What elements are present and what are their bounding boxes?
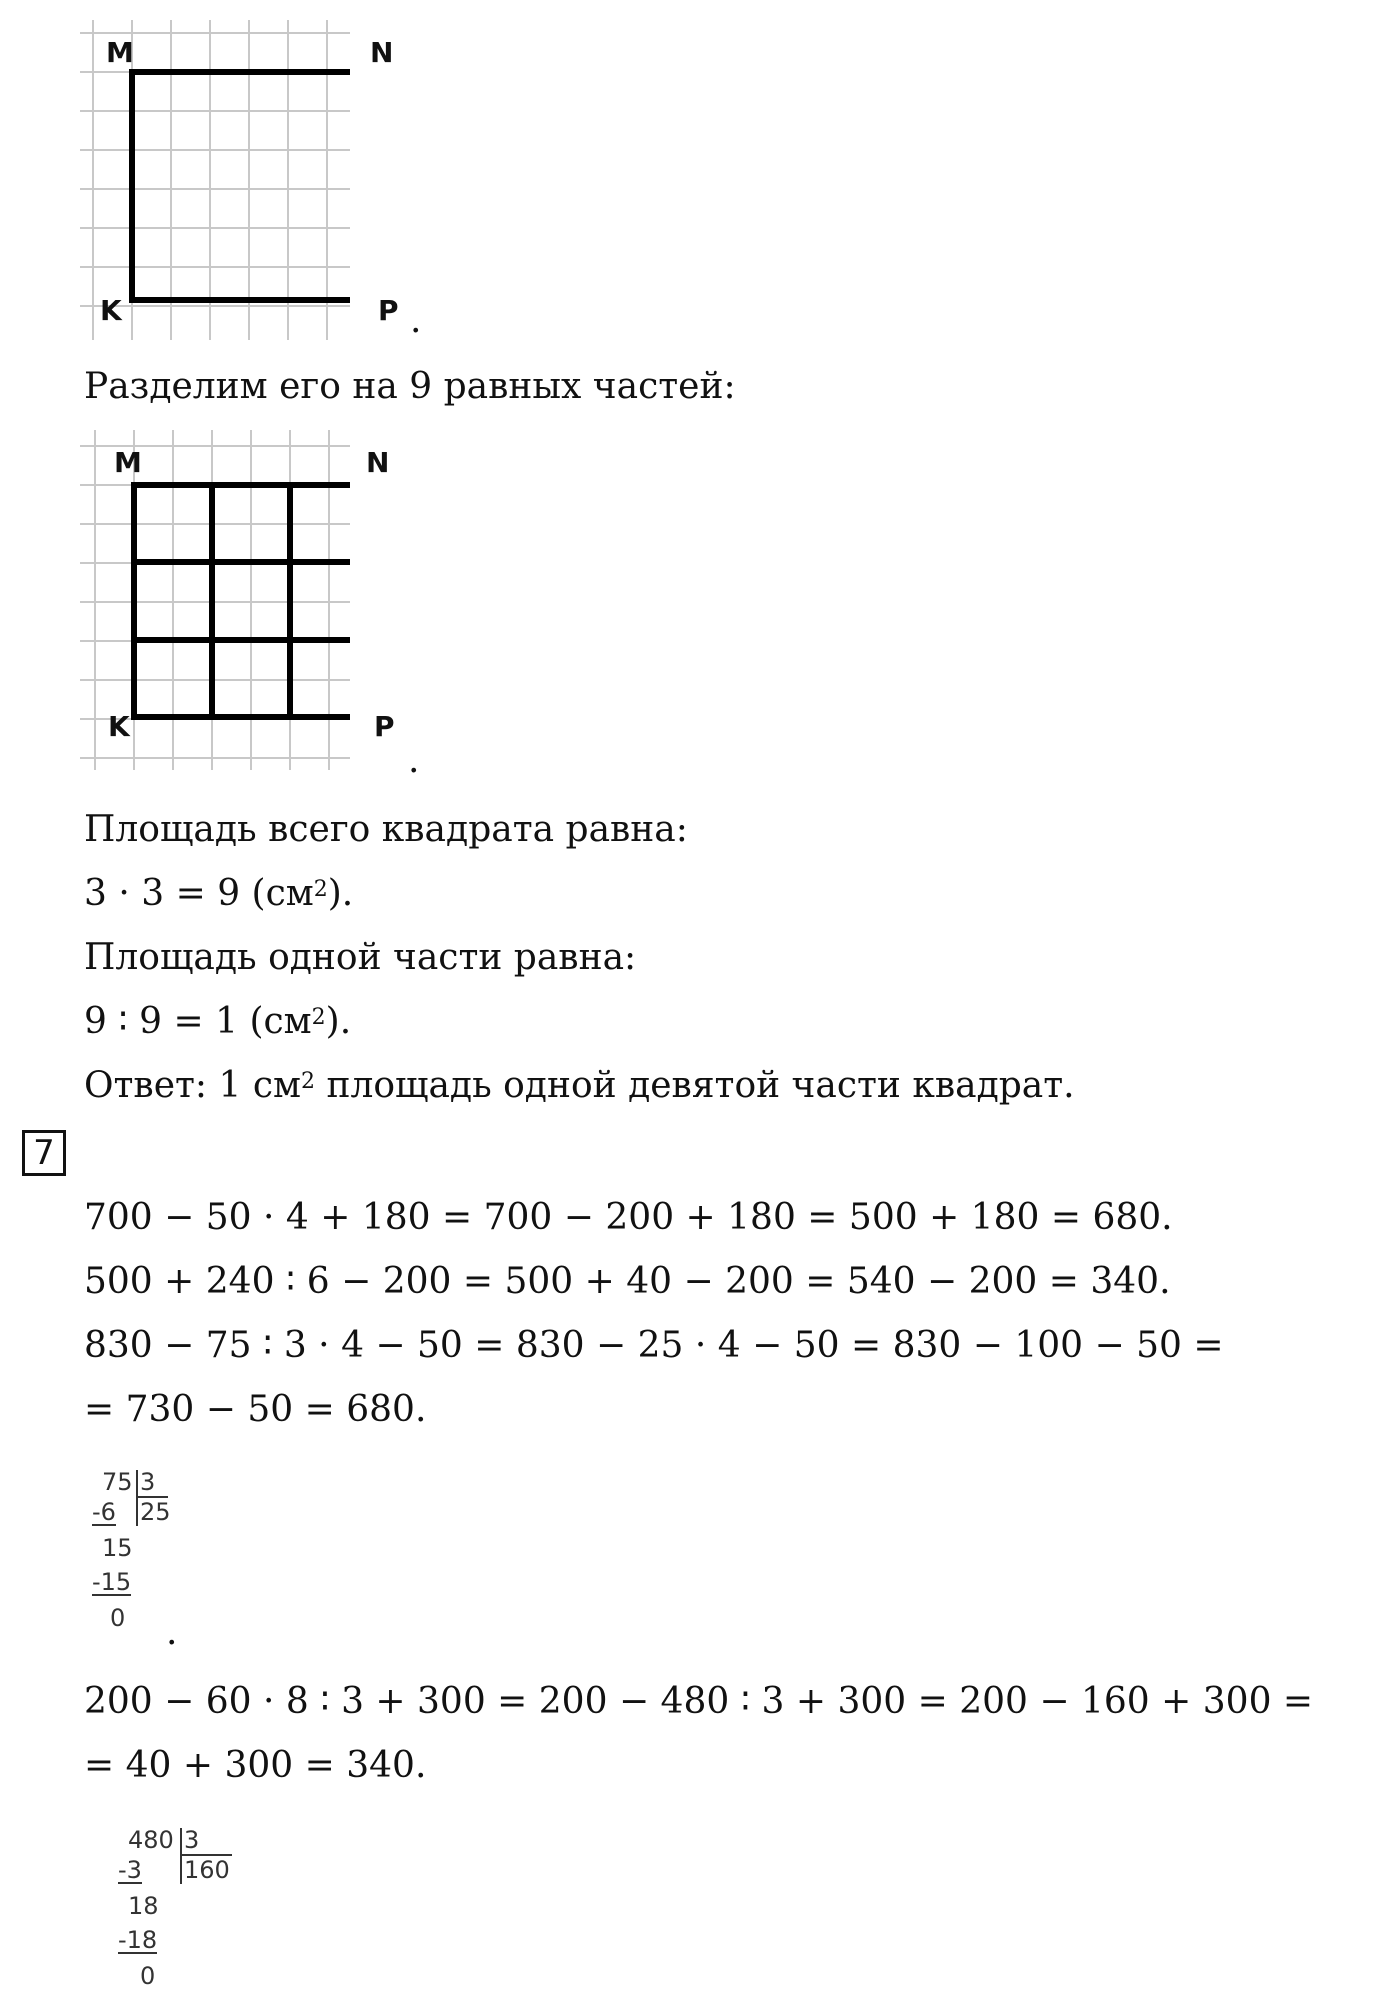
remainder-1: 18: [128, 1892, 159, 1920]
subtrahend-1: -3: [118, 1856, 142, 1884]
subtrahend-2: -18: [118, 1926, 158, 1954]
vertex-label-m: M: [114, 446, 142, 479]
equation-line: 700 − 50 · 4 + 180 = 700 − 200 + 180 = 500 + 180 = 680.: [84, 1197, 1173, 1238]
vertex-label-p: P: [378, 294, 399, 327]
quotient: 25: [140, 1498, 171, 1526]
equation-line: 200 − 60 · 8 ∶ 3 + 300 = 200 − 480 ∶ 3 + 300 = 200 − 160 + 300 =: [84, 1681, 1314, 1722]
vertex-label-p: P: [374, 710, 395, 743]
answer-line: Ответ: 1 $см^2$ площадь одной девятой части квадрат.: [84, 1065, 1075, 1106]
subtrahend-1: -6: [92, 1498, 116, 1526]
area-part-label: Площадь одной части равна:: [84, 937, 637, 978]
figure1-period: .: [410, 300, 422, 341]
equation-line: = 730 − 50 = 680.: [84, 1389, 427, 1430]
area-part-calc: 9 ∶ 9 = 1 $(см^2)$.: [84, 1001, 352, 1042]
area-total-calc: 3 · 3 = 9 $(см^2)$.: [84, 873, 354, 914]
vertex-label-n: N: [366, 446, 390, 479]
division-bar: [136, 1470, 138, 1526]
quotient: 160: [184, 1856, 230, 1884]
division1-period: .: [166, 1612, 178, 1653]
vertex-label-n: N: [370, 36, 394, 69]
divisor: 3: [140, 1468, 156, 1496]
vertex-label-k: K: [100, 294, 122, 327]
divide-text: Разделим его на 9 равных частей:: [84, 366, 736, 407]
divisor: 3: [184, 1826, 200, 1854]
area-total-label: Площадь всего квадрата равна:: [84, 809, 688, 850]
task-number-box: 7: [22, 1130, 66, 1176]
vertex-label-k: K: [108, 710, 130, 743]
figure2-period: .: [408, 740, 420, 781]
long-division-480-by-3: [118, 1828, 258, 1998]
remainder-1: 15: [102, 1534, 133, 1562]
vertex-label-m: M: [106, 36, 134, 69]
dividend: 75: [102, 1468, 133, 1496]
equation-line: 830 − 75 ∶ 3 · 4 − 50 = 830 − 25 · 4 − 50 = 830 − 100 − 50 =: [84, 1325, 1224, 1366]
remainder-2: 0: [110, 1604, 126, 1632]
subtrahend-2: -15: [92, 1568, 132, 1596]
division-bar: [180, 1828, 182, 1884]
dividend: 480: [128, 1826, 174, 1854]
remainder-2: 0: [140, 1962, 156, 1990]
equation-line: = 40 + 300 = 340.: [84, 1745, 427, 1786]
long-division-75-by-3: [90, 1470, 210, 1650]
equation-line: 500 + 240 ∶ 6 − 200 = 500 + 40 − 200 = 540 − 200 = 340.: [84, 1261, 1171, 1302]
